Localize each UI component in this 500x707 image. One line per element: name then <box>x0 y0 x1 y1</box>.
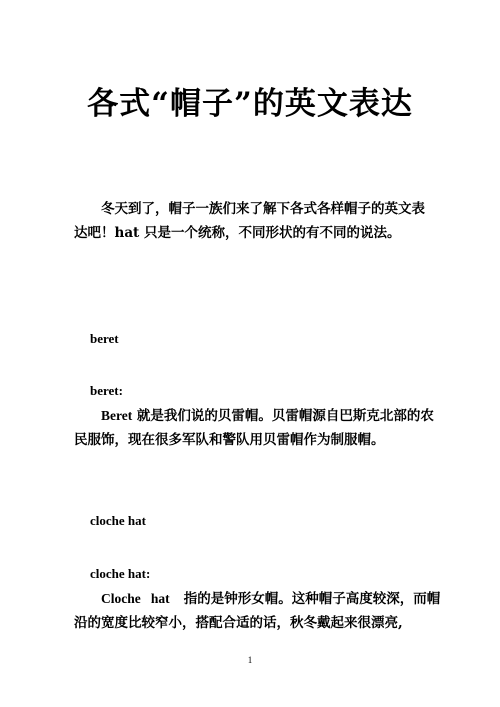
intro-line-1: 冬天到了，帽子一族们来了解下各式各样帽子的英文表 <box>101 201 425 217</box>
beret-term: Beret <box>101 408 133 423</box>
intro-line-2: 达吧！hat 只是一个统称，不同形状的有不同的说法。 <box>74 225 401 241</box>
cloche-line-1 <box>74 587 441 611</box>
beret-line-1 <box>74 404 434 428</box>
beret-paragraph <box>74 404 434 452</box>
beret-line-2: 民服饰，现在很多军队和警队用贝雷帽作为制服帽。 <box>74 432 385 448</box>
page-number: 1 <box>247 655 253 665</box>
section-heading-cloche-hat: cloche hat <box>90 513 146 528</box>
cloche-hat-paragraph <box>74 587 441 635</box>
section-heading-beret: beret <box>90 331 119 346</box>
cloche-line-2: 沿的宽度比较窄小，搭配合适的话，秋冬戴起来很漂亮, <box>74 615 403 631</box>
beret-line-1-text: 就是我们说的贝雷帽。贝雷帽源自巴斯克北部的农 <box>132 408 434 424</box>
cloche-line-1-text: 指的是钟形女帽。这种帽子高度较深，而帽 <box>169 591 441 607</box>
page-title: 各式“帽子”的英文表达 <box>87 86 413 122</box>
intro-paragraph <box>74 197 430 245</box>
cloche-term: Cloche hat <box>101 591 170 606</box>
section-subheading-beret: beret: <box>90 383 123 398</box>
section-subheading-cloche-hat: cloche hat: <box>90 566 151 581</box>
